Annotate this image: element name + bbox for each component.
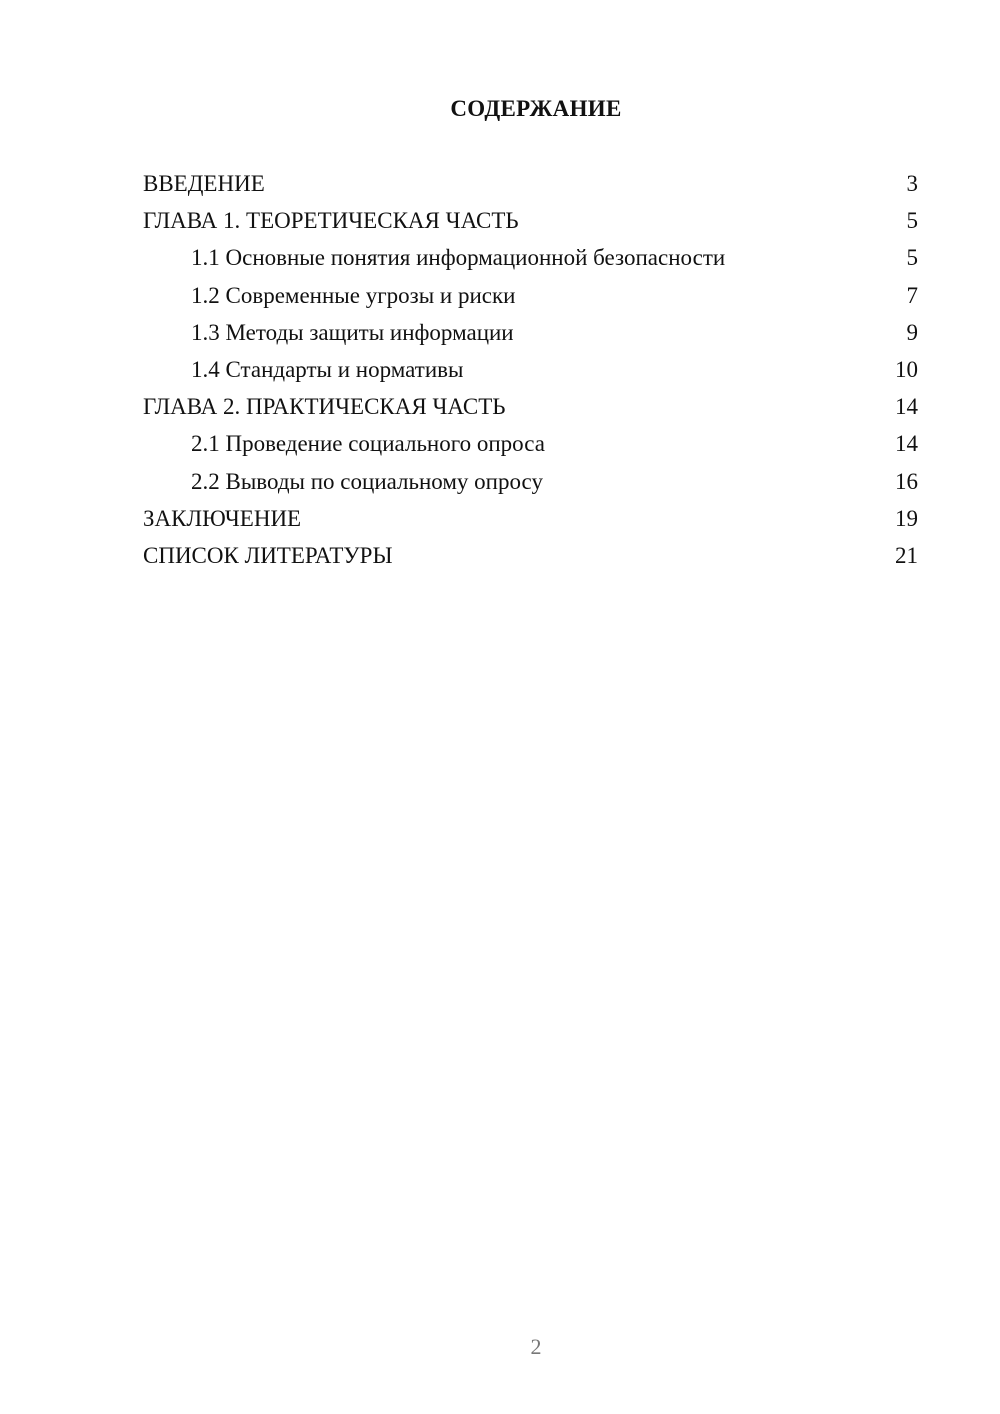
toc-entry-page: 5 [906,245,918,271]
toc-entry-chapter-2 [143,391,918,428]
toc-entry-chapter-1 [143,205,918,242]
page-number: 2 [530,1334,542,1359]
toc-entry-label: ГЛАВА 2. ПРАКТИЧЕСКАЯ ЧАСТЬ [143,394,506,420]
toc-entry-page: 19 [895,505,918,531]
toc-entry-page: 16 [895,468,918,494]
toc-entry-section-1-1 [143,242,918,279]
toc-entry-label: 1.1 Основные понятия информационной безопасности [191,245,726,271]
toc-entry-page: 7 [906,282,918,308]
toc-entry-page: 21 [895,542,918,568]
toc-entry-page: 14 [895,394,918,420]
toc-entry-label: ГЛАВА 1. ТЕОРЕТИЧЕСКАЯ ЧАСТЬ [143,208,519,234]
toc-entry-page: 10 [895,356,918,382]
toc-entry-section-2-2 [143,466,918,503]
toc-entry-label: 2.1 Проведение социального опроса [191,431,545,457]
toc-entry-label: ВВЕДЕНИЕ [143,171,265,196]
toc-entry-label: 1.2 Современные угрозы и риски [191,282,516,308]
toc-entry-label: ЗАКЛЮЧЕНИЕ [143,505,302,531]
toc-entry-conclusion [143,503,918,540]
toc-entry-introduction [143,168,918,205]
toc-entry-section-1-2 [143,280,918,317]
toc-entry-label: 2.2 Выводы по социальному опросу [191,468,543,494]
toc-entry-page: 3 [906,171,918,196]
toc-entry-page: 14 [895,431,918,457]
toc-entry-label: СПИСОК ЛИТЕРАТУРЫ [143,542,393,568]
toc-entry-label: 1.4 Стандарты и нормативы [191,356,464,382]
toc-entry-section-2-1 [143,428,918,465]
toc-entry-label: 1.3 Методы защиты информации [191,319,514,345]
toc-entry-references [143,540,918,577]
toc-entry-page: 5 [906,208,918,234]
page-title: СОДЕРЖАНИЕ [450,96,622,121]
toc-entry-section-1-3 [143,317,918,354]
toc-entry-section-1-4 [143,354,918,391]
toc-entry-page: 9 [906,319,918,345]
table-of-contents [143,168,918,577]
